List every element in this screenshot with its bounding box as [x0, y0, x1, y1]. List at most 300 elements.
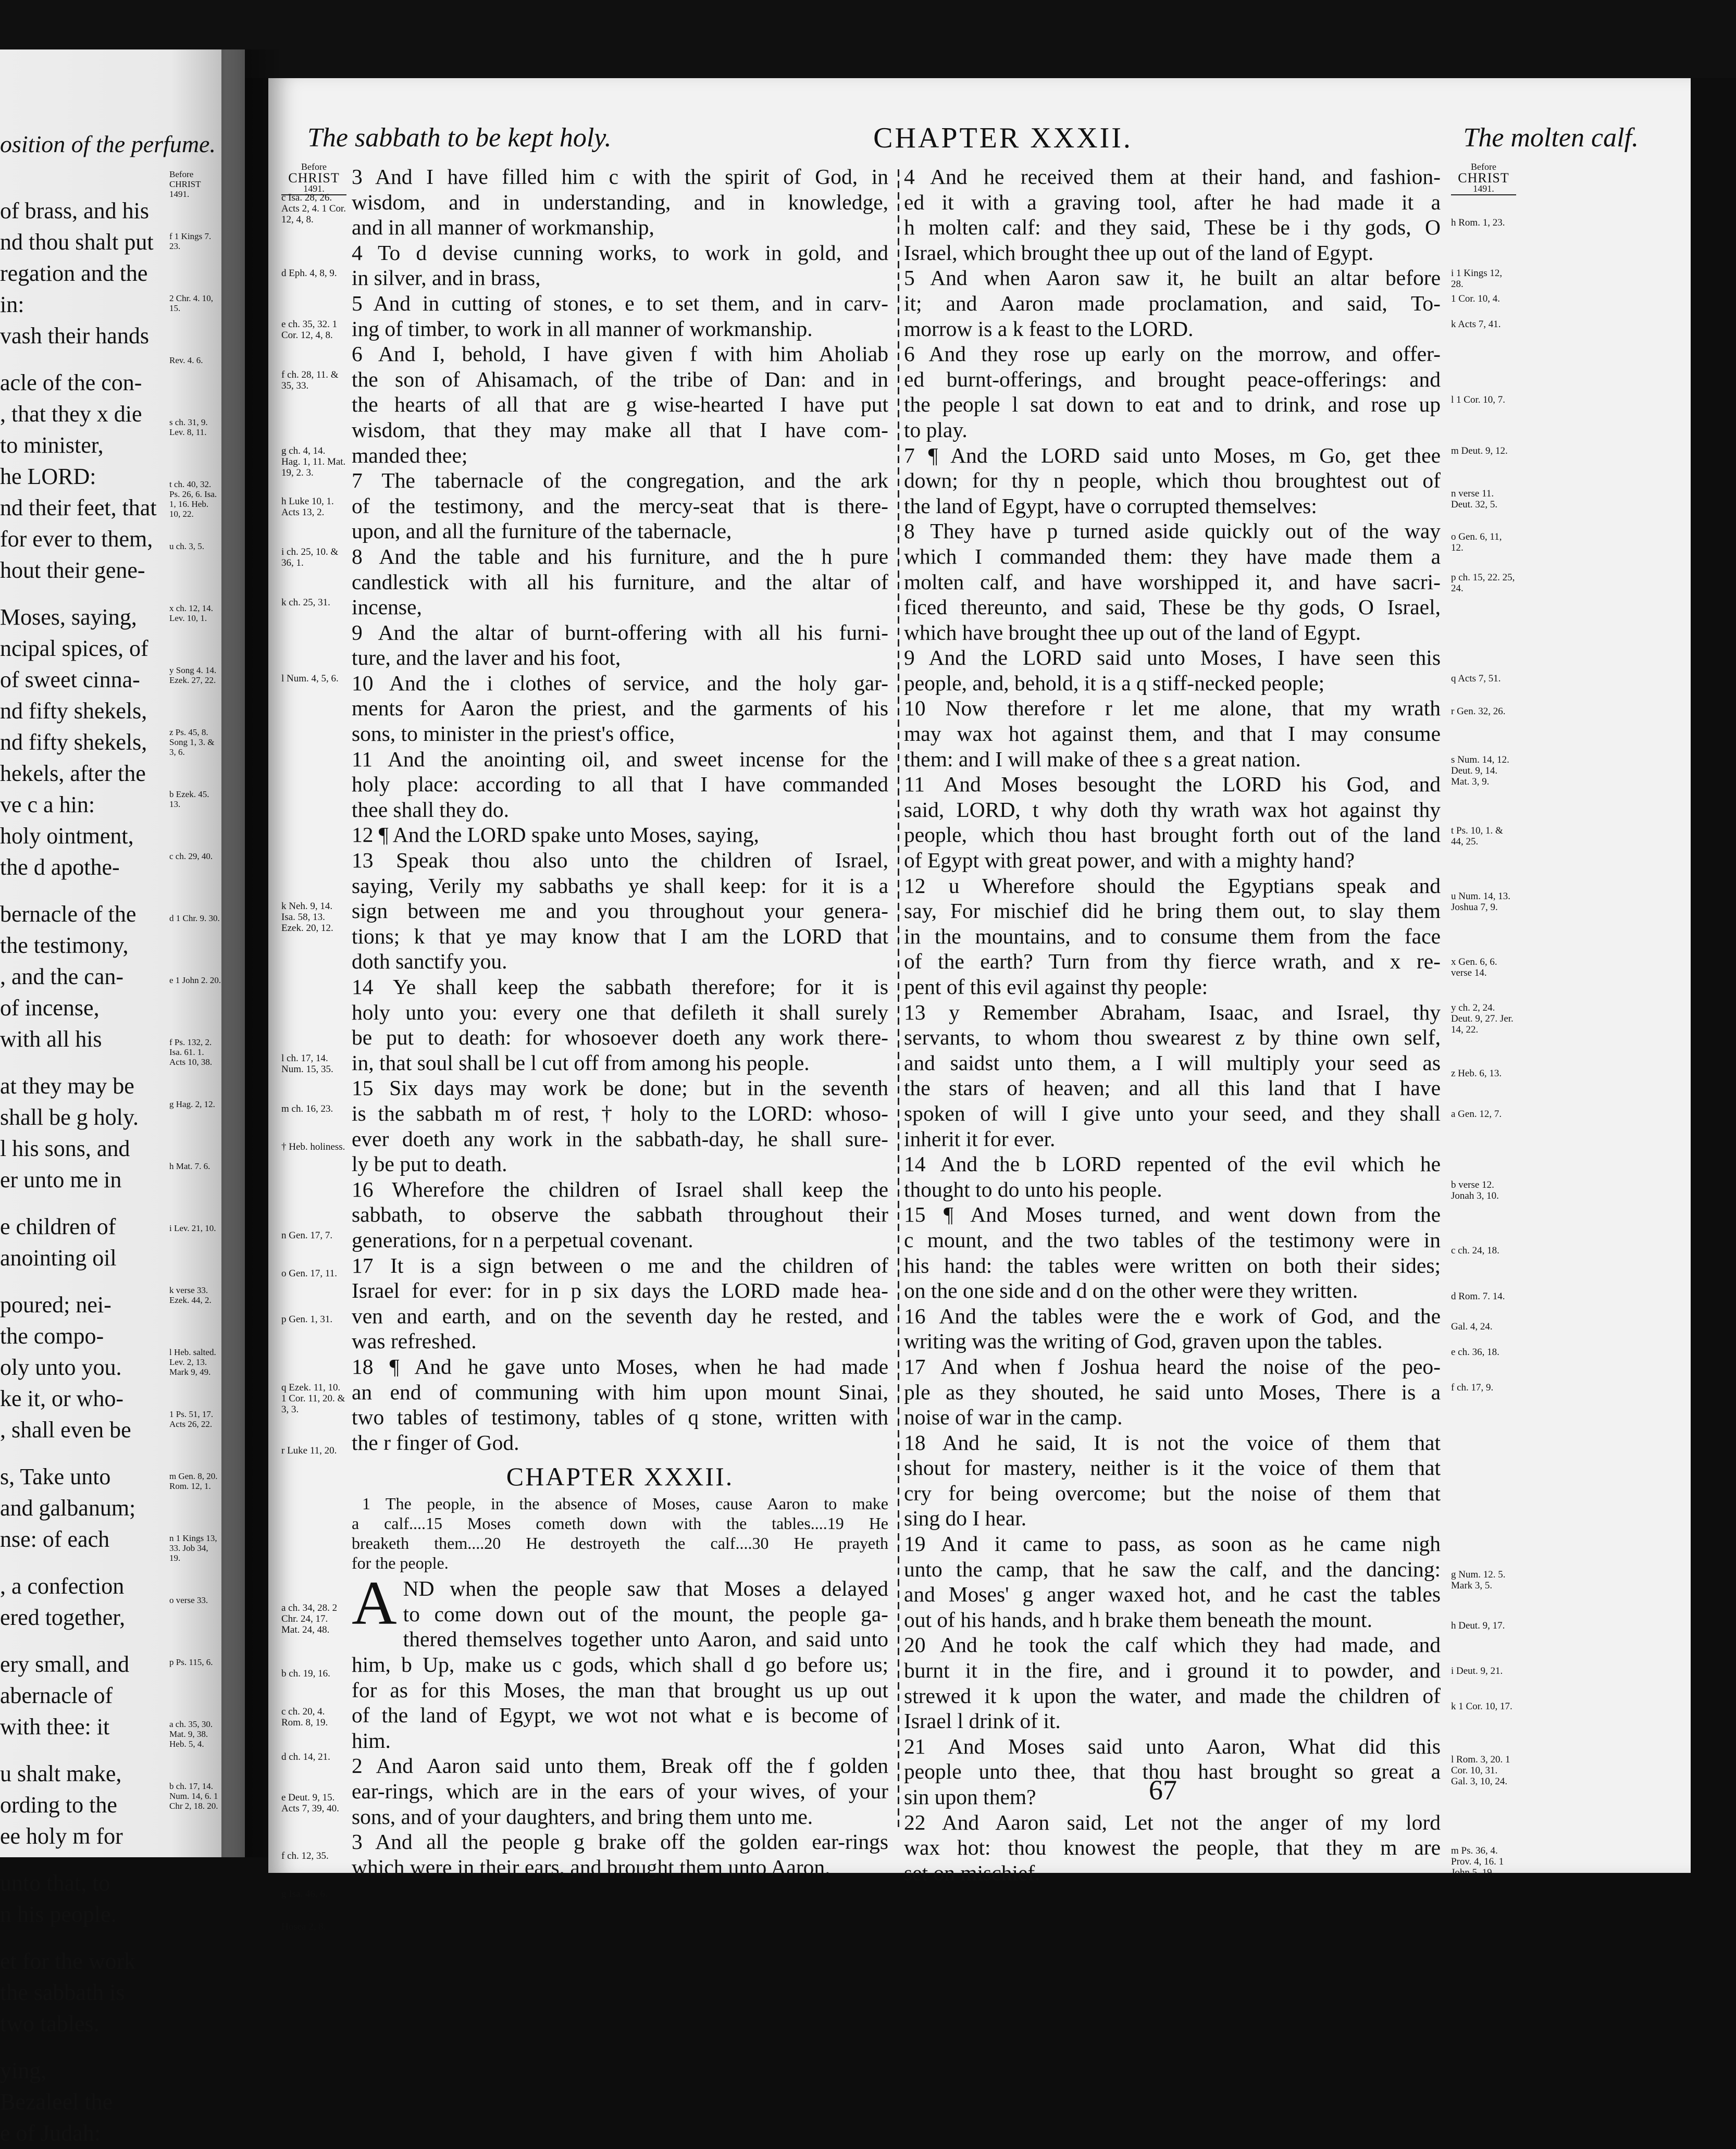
verse-line: of Egypt with great power, and with a mighty hand?	[904, 848, 1355, 873]
verse-line: pent of this evil against thy people:	[904, 975, 1208, 999]
verse-line: in, that soul shall be l cut off from among his people.	[352, 1050, 810, 1075]
verse-line: out of his hands, and h brake them beneath the mount.	[904, 1607, 1372, 1632]
verse-line: cry for being overcome; but the noise of them that	[904, 1481, 1441, 1505]
margin-note: m Gen. 8, 20. Rom. 12, 1.	[169, 1471, 218, 1491]
verse-line: saying, Verily my sabbaths ye shall keep: for it is a	[352, 873, 888, 898]
verse-line: shout for mastery, neither is it the voice of them that	[904, 1456, 1441, 1480]
margin-note: f ch. 17, 9.	[1451, 1382, 1494, 1393]
verse-line: and Moses' g anger waxed hot, and he cast the tables	[904, 1582, 1441, 1607]
left-page-line: shall be g holy.	[0, 1104, 139, 1130]
chapter-opening	[352, 1568, 888, 1880]
margin-note: t Ps. 10, 1. & 44, 25.	[1451, 825, 1503, 847]
margin-note: g Isa. 46, 6.	[281, 1888, 328, 1899]
left-page-line: u shalt make,	[0, 1761, 122, 1786]
left-page-line	[0, 1555, 167, 1571]
left-page-line: , a confection	[0, 1573, 125, 1599]
margin-note: c Isa. 28, 26. Acts 2, 4. 1 Cor. 12, 4, 8.	[281, 192, 346, 225]
left-page-line	[0, 883, 167, 899]
before-christ-label: Before CHRIST 1491.	[281, 162, 346, 195]
verse-line: holy unto you: every one that defileth it shall surely	[352, 1000, 888, 1024]
chapter-heading: CHAPTER XXXII.	[506, 1462, 734, 1492]
left-page-line: hout their gene-	[0, 557, 145, 583]
verse-line: 4 And he received them at their hand, and fashion-	[904, 165, 1441, 189]
left-page-line: of sweet cinna-	[0, 667, 140, 692]
margin-note: z Heb. 6, 13.	[1451, 1068, 1502, 1079]
verse-line: sing do I hear.	[904, 1506, 1027, 1531]
verse-line: 5 And in cutting of stones, e to set them, and in carv-	[352, 291, 888, 315]
margin-note: 2 Chr. 4. 10, 15.	[169, 293, 214, 313]
left-page-line	[0, 1446, 167, 1461]
verse-line: ND when the people saw that Moses a delayed	[403, 1576, 888, 1601]
verse-line: Israel l drink of it.	[904, 1709, 1061, 1733]
verse-line: his hand: the tables were written on both their sides;	[904, 1253, 1441, 1277]
left-page-line: e of Judah:	[0, 2120, 101, 2146]
verse-line: sin upon them?	[904, 1785, 1036, 1809]
verse-line: 12 u Wherefore should the Egyptians speak and	[904, 873, 1441, 898]
verse-line: on the one side and d on the other were they written.	[904, 1278, 1358, 1303]
left-page	[0, 49, 245, 2146]
verse-line: down; for thy n people, which thou broughtest out of	[904, 468, 1441, 493]
verse-line: ture, and the laver and his foot,	[352, 645, 621, 670]
verse-line: wisdom, that they may make all that I have com-	[352, 417, 888, 442]
chapter-summary-line: breaketh them....20 He destroyeth the calf....30 He prayeth	[352, 1534, 888, 1553]
verse-line: 19 And it came to pass, as soon as he came nigh	[904, 1532, 1441, 1556]
verse-line: 6 And I, behold, I have given f with him Aholiab	[352, 342, 888, 366]
verse-line: ed burnt-offerings, and brought peace-offerings: and	[904, 367, 1441, 391]
margin-note: g ch. 4, 14. Hag. 1, 11. Mat. 19, 2. 3.	[281, 445, 346, 478]
verse-line: the hearts of all that are g wise-hearted I have put	[352, 392, 888, 417]
left-page-line: e children of	[0, 1214, 116, 1239]
verse-line: of the land of Egypt, we wot not what e is become of	[352, 1703, 888, 1728]
verse-line: generations, for n a perpetual covenant.	[352, 1227, 693, 1252]
margin-note: h Rom. 1, 23.	[1451, 217, 1505, 229]
left-page-line: , shall even be	[0, 1417, 131, 1443]
margin-note: i ch. 25, 10. & 36, 1.	[281, 546, 339, 568]
left-page-line	[0, 1274, 167, 1289]
left-page-line: hekels, after the	[0, 761, 146, 786]
verse-line: 6 And they rose up early on the morrow, and offer-	[904, 342, 1441, 366]
left-page-line	[0, 1852, 167, 1868]
margin-note: y Song 4. 14. Ezek. 27, 22.	[169, 665, 217, 685]
verse-line: incense,	[352, 595, 422, 619]
verse-line: the r finger of God.	[352, 1430, 519, 1455]
verse-line: tions; k that ye may know that I am the LORD that	[352, 924, 888, 948]
verse-line: 13 y Remember Abraham, Isaac, and Israel, thy	[904, 1000, 1441, 1024]
verse-line: ever doeth any work in the sabbath-day, he shall sure-	[352, 1126, 888, 1151]
margin-note: e ch. 35, 32. 1 Cor. 12, 4, 8.	[281, 318, 338, 341]
left-page-line: nse: of each	[0, 1526, 110, 1552]
verse-line: which were in their ears, and brought them unto Aaron.	[352, 1855, 830, 1879]
chapter-summary-line: for the people.	[352, 1554, 449, 1573]
margin-note: d Eph. 4, 8, 9.	[281, 268, 337, 279]
page-number: 67	[1149, 1774, 1177, 1806]
verse-line: 18 And he said, It is not the voice of them that	[904, 1430, 1441, 1455]
verse-line: 3 And all the people g brake off the golden ear-rings	[352, 1830, 888, 1854]
left-page-line: holy ointment,	[0, 823, 134, 849]
left-page-line: , and the can-	[0, 964, 123, 989]
margin-note: h Luke 10, 1. Acts 13, 2.	[281, 495, 334, 518]
margin-note: g Hag. 2, 12.	[169, 1099, 215, 1109]
margin-note: i Lev. 21, 10.	[169, 1223, 216, 1233]
left-page-line: ee holy m for	[0, 1823, 123, 1849]
margin-note: f ch. 28, 11. & 35, 33.	[281, 369, 339, 391]
margin-note: f 1 Kings 7. 23.	[169, 231, 212, 251]
left-page-line: n his people.	[0, 1902, 117, 1927]
verse-line: 21 And Moses said unto Aaron, What did this	[904, 1734, 1441, 1758]
margin-note: g Num. 12. 5. Mark 3, 5.	[1451, 1569, 1506, 1592]
margin-note: e ch. 36, 18.	[1451, 1346, 1499, 1358]
verse-line: spoken of will I give unto your seed, and they shall	[904, 1101, 1441, 1125]
left-page-line: ying,	[0, 2058, 47, 2083]
verse-line: burnt it in the fire, and i ground it to powder, and	[904, 1658, 1441, 1683]
verse-line: unto the camp, that he saw the calf, and the dancing:	[904, 1557, 1441, 1581]
verse-line: morrow is a k feast to the LORD.	[904, 316, 1194, 341]
left-page-line: the sabbath is	[0, 1980, 125, 2005]
verse-line: molten calf, and have worshipped it, and have sacri-	[904, 569, 1441, 594]
verse-line: 17 And when f Joshua heard the noise of the peo-	[904, 1354, 1441, 1378]
margin-note: x Gen. 6, 6. verse 14.	[1451, 957, 1497, 979]
verse-line: of the testimony, and the mercy-seat that is there-	[352, 493, 888, 518]
column-divider	[898, 169, 899, 1831]
margin-note: n Gen. 17, 7.	[281, 1230, 333, 1241]
left-page-line: to minister,	[0, 432, 104, 458]
left-page-line: er unto me in	[0, 1167, 122, 1192]
margin-note: i 1 Kings 12, 28.	[1451, 268, 1503, 290]
margin-note: e Deut. 9, 15. Acts 7, 39, 40.	[281, 1792, 339, 1815]
verse-line: ing of timber, to work in all manner of workmanship.	[352, 316, 813, 341]
margin-note: x ch. 12, 14. Lev. 10, 1.	[169, 603, 214, 623]
scan-edge	[1691, 78, 1736, 1873]
margin-note: d ch. 14, 21.	[281, 1752, 330, 1763]
left-page-line: ve c a hin:	[0, 792, 95, 817]
verse-line: upon, and all the furniture of the tabernacle,	[352, 519, 732, 543]
verse-line: thought to do unto his people.	[904, 1177, 1162, 1201]
verse-line: the son of Ahisamach, of the tribe of Dan: and in	[352, 367, 888, 391]
verse-line: 7 The tabernacle of the congregation, and the ark	[352, 468, 888, 493]
left-page-line: the testimony,	[0, 933, 129, 958]
margin-note: l ch. 17, 14. Num. 15, 35.	[281, 1053, 333, 1075]
left-page-line: ery small, and	[0, 1651, 130, 1677]
left-page-line	[0, 586, 167, 602]
left-running-head: osition of the perfume.	[0, 131, 216, 157]
left-page-line: two tables.	[0, 2011, 100, 2036]
verse-line: 10 Now therefore r let me alone, that my wrath	[904, 696, 1441, 721]
verse-line: ed it with a graving tool, after he had made it a	[904, 190, 1441, 214]
margin-note: o Gen. 17, 11.	[281, 1268, 337, 1280]
verse-line: Israel, which brought thee up out of the land of Egypt.	[904, 240, 1374, 265]
verse-line: 8 They have p turned aside quickly out of the way	[904, 519, 1441, 543]
verse-line: c mount, and the two tables of the testimony were in	[904, 1227, 1441, 1252]
margin-note: r Gen. 32, 26.	[1451, 706, 1506, 717]
verse-line: ly be put to death.	[352, 1152, 507, 1176]
verse-line: noise of war in the camp.	[904, 1405, 1123, 1430]
verse-line: 14 And the b LORD repented of the evil which he	[904, 1152, 1441, 1176]
verse-line: to play.	[904, 417, 968, 442]
margin-note: k 1 Cor. 10, 17.	[1451, 1701, 1512, 1712]
left-page-line: s, Take unto	[0, 1464, 111, 1489]
verse-line: 22 And Aaron said, Let not the anger of my lord	[904, 1810, 1441, 1834]
left-page-line: poured; nei-	[0, 1292, 111, 1318]
verse-line: ments for Aaron the priest, and the garments of his	[352, 696, 888, 721]
margin-note: l Rom. 3, 20. 1 Cor. 10, 31. Gal. 3, 10, 24.	[1451, 1754, 1510, 1787]
verse-line: 20 And he took the calf which they had made, and	[904, 1633, 1441, 1657]
margin-note: s ch. 31, 9. Lev. 8, 11.	[169, 417, 208, 437]
margin-note: n 1 Kings 13, 33. Job 34, 19.	[169, 1533, 217, 1563]
verse-line: candlestick with all his furniture, and the altar of	[352, 569, 888, 594]
verse-line: sign between me and you throughout your genera-	[352, 899, 888, 923]
margin-note: 1 Ps. 51, 17. Acts 26, 22.	[169, 1409, 214, 1429]
margin-note: z Ps. 45, 8. Song 1, 3. & 3, 6.	[169, 727, 215, 757]
verse-line: them: and I will make of thee s a great nation.	[904, 747, 1301, 771]
verse-line: 14 Ye shall keep the sabbath therefore; for it is	[352, 975, 888, 999]
verse-line: which have brought thee up out of the land of Egypt.	[904, 620, 1361, 644]
left-page-line: at they may be	[0, 1073, 134, 1099]
verse-line: sons, to minister in the priest's office,	[352, 722, 675, 746]
verse-line: and in all manner of workmanship,	[352, 215, 654, 240]
verse-line: manded thee;	[352, 443, 468, 467]
verse-line: sons, and of your daughters, and bring them unto me.	[352, 1804, 813, 1829]
verse-line: 16 And the tables were the e work of God, and the	[904, 1303, 1441, 1328]
verse-line: 7 ¶ And the LORD said unto Moses, m Go, get thee	[904, 443, 1441, 467]
margin-note: u Num. 14, 13. Joshua 7, 9.	[1451, 890, 1510, 913]
margin-note: p ch. 15, 22. 25, 24.	[1451, 572, 1515, 594]
margin-note: p Gen. 1, 31.	[281, 1313, 333, 1325]
left-page-line	[0, 1743, 167, 1758]
before-christ-label: Before CHRIST 1491.	[1451, 162, 1516, 195]
margin-note: k verse 33. Ezek. 44, 2.	[169, 1285, 212, 1305]
verse-line: people, and, behold, it is a q stiff-necked people;	[904, 670, 1325, 695]
left-page-line: vash their hands	[0, 323, 149, 349]
margin-note: m ch. 16, 23.	[281, 1103, 333, 1115]
verse-line: 15 ¶ And Moses turned, and went down from the	[904, 1202, 1441, 1227]
drop-cap: A	[352, 1568, 397, 1638]
verse-line: the land of Egypt, have o corrupted themselves:	[904, 493, 1317, 518]
left-page-line: ncipal spices, of	[0, 636, 148, 661]
margin-note: o Gen. 6, 11, 12.	[1451, 531, 1502, 553]
verse-line: the people l sat down to eat and to drink, and rose up	[904, 392, 1441, 417]
left-page-line: and galbanum;	[0, 1495, 136, 1521]
margin-note: f ch. 12, 35.	[281, 1850, 329, 1861]
verse-line: thered themselves together unto Aaron, and said unto	[403, 1627, 888, 1651]
verse-line: which I commanded them: they have made them a	[904, 544, 1441, 568]
verse-line: set on mischief.	[904, 1860, 1040, 1885]
verse-line: of the earth? Turn from thy fierce wrath, and x re-	[904, 949, 1441, 974]
verse-line: sabbath, to observe the sabbath throughout their	[352, 1202, 888, 1227]
margin-note: q Ezek. 11, 10. 1 Cor. 11, 20. & 3, 3.	[281, 1382, 345, 1415]
verse-line: 17 It is a sign between o me and the children of	[352, 1253, 888, 1277]
margin-note: l 1 Cor. 10, 7.	[1451, 394, 1505, 406]
margin-note: d Rom. 7. 14.	[1451, 1290, 1505, 1302]
margin-note: q Acts 7, 51.	[1451, 673, 1501, 684]
left-page-line: acle of the con-	[0, 370, 142, 395]
margin-note: t ch. 40, 32. Ps. 26, 6. Isa. 1, 16. Heb. 10, 22.	[169, 479, 217, 519]
verse-line: the stars of heaven; and all this land that I have	[904, 1076, 1441, 1100]
left-page-line: abernacle of	[0, 1683, 113, 1708]
left-page-line	[0, 1196, 167, 1211]
margin-note: n verse 11. Deut. 32, 5.	[1451, 488, 1498, 511]
margin-note: e 1 John 2. 20.	[169, 975, 221, 985]
left-page-line: he LORD:	[0, 464, 96, 489]
left-page-line: nd fifty shekels,	[0, 698, 147, 724]
margin-note: s Num. 14, 12. Deut. 9, 14. Mat. 3, 9.	[1451, 754, 1509, 787]
running-head-right: The molten calf.	[1463, 123, 1639, 153]
verse-line: 12 ¶ And the LORD spake unto Moses, saying,	[352, 823, 759, 847]
verse-line: wax hot: thou knowest the people, that they m are	[904, 1835, 1441, 1860]
verse-line: in the mountains, and to consume them from the face	[904, 924, 1441, 948]
left-page-line	[0, 352, 167, 367]
verse-line: thee shall they do.	[352, 797, 509, 822]
left-page-line: , that they x die	[0, 401, 142, 427]
left-page-line: the d apothe-	[0, 854, 120, 880]
verse-line: in silver, and in brass,	[352, 266, 541, 290]
margin-note: l Heb. salted. Lev. 2, 13. Mark 9, 49.	[169, 1347, 216, 1377]
verse-line: an end of communing with him upon mount Sinai,	[352, 1380, 888, 1404]
left-page-line: nd fifty shekels,	[0, 729, 147, 755]
verse-line: servants, to whom thou swearest z by thine own self,	[904, 1025, 1441, 1050]
margin-note: h Mat. 7. 6.	[169, 1161, 210, 1171]
right-page	[268, 78, 1691, 1932]
left-page-line: unto that, to	[0, 1870, 110, 1896]
left-page-line: the compo-	[0, 1323, 104, 1349]
margin-note: r Luke 11, 20.	[281, 1445, 337, 1457]
verse-line: 9 And the altar of burnt-offering with all his furni-	[352, 620, 888, 644]
left-page-line: ke it, or who-	[0, 1386, 124, 1411]
left-page-line	[0, 2040, 167, 2055]
verse-line: is the sabbath m of rest, † holy to the LORD: whoso-	[352, 1101, 888, 1125]
margin-note: m Deut. 9, 12.	[1451, 445, 1508, 456]
margin-note: a ch. 35, 30. Mat. 9, 38. Heb. 5, 4.	[169, 1719, 213, 1749]
verse-line: it; and Aaron made proclamation, and said, To-	[904, 291, 1441, 315]
left-page-line: of incense,	[0, 995, 100, 1021]
verse-line: 2 And Aaron said unto them, Break off the f golden	[352, 1754, 888, 1778]
margin-note: b verse 12. Jonah 3, 10.	[1451, 1179, 1499, 1201]
margin-note: k ch. 25, 31.	[281, 597, 330, 608]
margin-note: b ch. 17, 14. Num. 14, 6. 1 Chr 2, 18. 20.	[169, 1781, 218, 1811]
verse-line: may wax hot against them, and that I may consume	[904, 722, 1441, 746]
margin-note: u ch. 3, 5.	[169, 541, 205, 551]
text-column-left	[352, 164, 888, 1880]
left-page-line: nd thou shalt put	[0, 229, 154, 255]
verse-line: was refreshed.	[352, 1329, 477, 1353]
left-page-line	[0, 1055, 167, 1071]
margin-note: Gal. 4, 24.	[1451, 1321, 1493, 1333]
verse-line: 3 And I have filled him c with the spirit of God, in	[352, 165, 888, 189]
left-page-line	[0, 1930, 167, 1946]
margin-note: Rev. 4. 6.	[169, 355, 203, 365]
verse-line: Israel for ever: for in p six days the LORD made hea-	[352, 1278, 888, 1303]
left-page-line: of brass, and his	[0, 198, 149, 223]
left-page-line: in:	[0, 292, 24, 317]
verse-line: 11 And Moses besought the LORD his God, and	[904, 772, 1441, 797]
left-page-line: bernacle of the	[0, 901, 137, 927]
margin-note: † Heb. holiness.	[281, 1141, 345, 1153]
verse-line: 13 Speak thou also unto the children of Israel,	[352, 848, 888, 873]
verse-line: strewed it k upon the water, and made the children of	[904, 1683, 1441, 1708]
margin-note: m Ps. 36, 4. Prov. 4, 16. 1 John 5, 19.	[1451, 1845, 1504, 1879]
left-page-line: nd their feet, that	[0, 495, 157, 520]
verse-line: him.	[352, 1728, 391, 1753]
verse-line: 15 Six days may work be done; but in the seventh	[352, 1076, 888, 1100]
verse-line: and saidst unto them, a I will multiply your seed as	[904, 1050, 1441, 1075]
left-page-line: with all his	[0, 1026, 102, 1052]
verse-line: 16 Wherefore the children of Israel shall keep the	[352, 1177, 888, 1201]
verse-line: 18 ¶ And he gave unto Moses, when he had made	[352, 1354, 888, 1378]
margin-note: f Ps. 132, 2. Isa. 61. 1. Acts 10, 38.	[169, 1037, 213, 1067]
verse-line: 9 And the LORD said unto Moses, I have seen this	[904, 645, 1441, 670]
margin-note: a Gen. 12, 7.	[1451, 1108, 1502, 1120]
running-head-left: The sabbath to be kept holy.	[307, 123, 612, 153]
margin-note: o verse 33.	[169, 1595, 208, 1605]
left-page-line: for ever to them,	[0, 526, 153, 552]
verse-line: doth sanctify you.	[352, 949, 507, 974]
margin-note: Hosea 2, 8.	[281, 1921, 326, 1932]
verse-line: him, b Up, make us c gods, which shall d go before us;	[352, 1653, 888, 1677]
margin-note: p Ps. 115, 6.	[169, 1657, 213, 1667]
text-column-right	[904, 164, 1441, 1885]
left-page-line: regation and the	[0, 260, 148, 286]
verse-line: ficed thereunto, and said, These be thy gods, O Israel,	[904, 595, 1441, 619]
verse-line: two tables of testimony, tables of q stone, written with	[352, 1405, 888, 1430]
verse-line: inherit it for ever.	[904, 1126, 1056, 1151]
margin-note: b Ezek. 45. 13.	[169, 789, 209, 809]
verse-line: people, which thou hast brought forth out of the land	[904, 823, 1441, 847]
margin-note: 1 Cor. 10, 4.	[1451, 293, 1500, 304]
margin-note: k Acts 7, 41.	[1451, 318, 1501, 330]
margin-note: Before CHRIST 1491.	[169, 169, 201, 199]
left-page-line: oly unto you.	[0, 1355, 122, 1380]
verse-line: 8 And the table and his furniture, and the h pure	[352, 544, 888, 568]
chapter-summary-line: a calf....15 Moses cometh down with the tables....19 He	[352, 1514, 888, 1533]
verse-line: 10 And the i clothes of service, and the holy gar-	[352, 670, 888, 695]
verse-line: ear-rings, which are in the ears of your wives, of your	[352, 1779, 888, 1804]
verse-line: holy place: according to all that I have commanded	[352, 772, 888, 797]
margin-note: h Deut. 9, 17.	[1451, 1620, 1505, 1631]
margin-note: k Neh. 9, 14. Isa. 58, 13. Ezek. 20, 12.	[281, 901, 333, 934]
margin-note: a ch. 34, 28. 2 Chr. 24, 17. Mat. 24, 48.	[281, 1602, 338, 1635]
left-page-line: Moses, saying,	[0, 604, 137, 630]
left-page-line: l his sons, and	[0, 1136, 130, 1161]
left-page-line: ered together,	[0, 1605, 126, 1630]
verse-line: people unto thee, that thou hast brought so great a	[904, 1759, 1441, 1784]
margin-note: l Num. 4, 5, 6.	[281, 673, 339, 684]
verse-line: ven and earth, and on the seventh day he rested, and	[352, 1303, 888, 1328]
verse-line: 4 To d devise cunning works, to work in gold, and	[352, 240, 888, 265]
margin-note: c ch. 20, 4. Rom. 8, 19.	[281, 1706, 328, 1728]
margin-note: d 1 Chr. 9. 30.	[169, 913, 220, 923]
verse-line: h molten calf: and they said, These be i thy gods, O	[904, 215, 1441, 240]
margin-note: c ch. 24, 18.	[1451, 1245, 1499, 1257]
verse-line: ple as they shouted, he said unto Moses, There is a	[904, 1380, 1441, 1404]
left-page-text	[0, 195, 167, 2149]
margin-note: y ch. 2, 24. Deut. 9, 27. Jer. 14, 22.	[1451, 1002, 1514, 1035]
left-page-line: Bezaleel the	[0, 2089, 113, 2115]
chapter-summary-line: 1 The people, in the absence of Moses, cause Aaron to make	[362, 1494, 888, 1513]
left-page-line	[0, 1633, 167, 1649]
verse-line: for as for this Moses, the man that brought us up out	[352, 1678, 888, 1702]
left-page-line: with thee: it	[0, 1714, 110, 1740]
verse-line: be put to death: for whosoever doeth any work there-	[352, 1025, 888, 1050]
verse-line: 11 And the anointing oil, and sweet incense for the	[352, 747, 888, 771]
verse-line: said, LORD, t why doth thy wrath wax hot against thy	[904, 797, 1441, 822]
verse-line: say, For mischief did he bring them out, to slay them	[904, 899, 1441, 923]
margin-note: c ch. 29, 40.	[169, 851, 213, 861]
left-page-line: ording to the	[0, 1792, 117, 1818]
margin-note: b ch. 19, 16.	[281, 1668, 330, 1679]
left-page-line: et for the work	[0, 1948, 136, 1974]
verse-line: wisdom, and in understanding, and in knowledge,	[352, 190, 888, 214]
running-head-chapter: CHAPTER XXXII.	[873, 122, 1133, 154]
margin-note: i Deut. 9, 21.	[1451, 1666, 1503, 1677]
